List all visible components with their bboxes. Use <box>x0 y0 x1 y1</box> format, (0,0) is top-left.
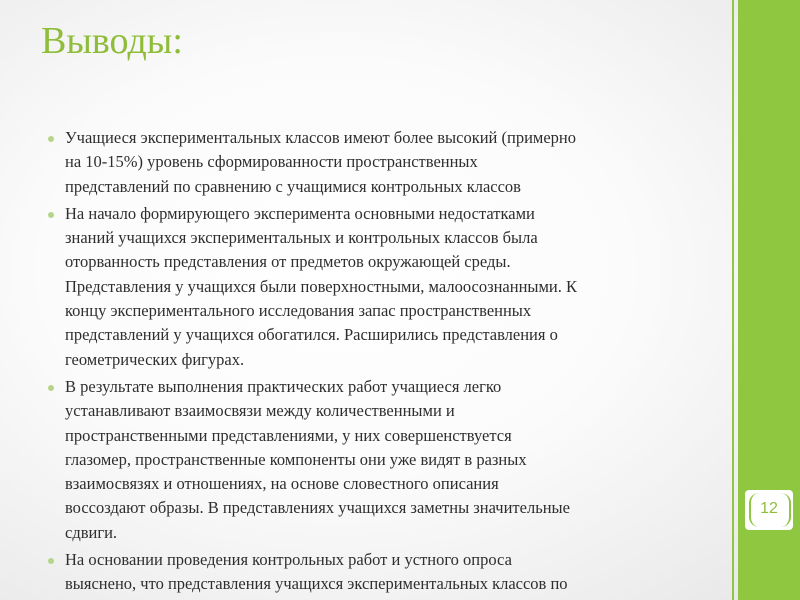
bullet-line: На начало формирующего эксперимента основными недостатками <box>65 203 535 223</box>
bullet-dot-icon <box>48 385 54 391</box>
bullet-line: на 10-15%) уровень сформированности пространственных <box>65 152 478 172</box>
bullet-line: пространственными представлениями, у них совершенствуется <box>65 425 512 445</box>
bullet-list <box>48 126 708 600</box>
bullet-line: взаимосвязях и отношениях, на основе словестного описания <box>65 474 499 494</box>
bullet-line: устанавливают взаимосвязи между количественными и <box>65 401 455 421</box>
bullet-line: воссоздают образы. В представлениях учащихся заметны значительные <box>65 498 570 518</box>
bullet-item-3 <box>48 375 708 545</box>
bullet-dot-icon <box>48 212 54 218</box>
bullet-line: выяснено, что представления учащихся экспериментальных классов по <box>65 574 568 594</box>
bullet-line: сдвиги. <box>65 522 118 542</box>
bullet-item-1 <box>48 126 708 199</box>
page-number: 12 <box>760 500 778 517</box>
bullet-line: оторванность представления от предметов окружающей среды. <box>65 252 511 272</box>
bullet-line: Представления у учащихся были поверхностными, малоосознанными. К <box>65 276 578 296</box>
bullet-dot-icon <box>48 558 54 564</box>
bullet-dot-icon <box>48 136 54 142</box>
side-accent-line <box>732 0 734 600</box>
bullet-line: геометрических фигурах. <box>65 349 245 369</box>
bullet-line: глазомер, пространственные компоненты они уже видят в разных <box>65 449 527 469</box>
bullet-line: представлений у учащихся обогатился. Расширились представления о <box>65 325 558 345</box>
slide-title: Выводы: <box>41 20 183 62</box>
bullet-line: В результате выполнения практических работ учащиеся легко <box>65 376 502 396</box>
bullet-line: На основании проведения контрольных работ и устного опроса <box>65 550 512 570</box>
bullet-line: знаний учащихся экспериментальных и контрольных классов была <box>65 228 538 248</box>
bullet-line: Учащиеся экспериментальных классов имеют более высокий (примерно <box>65 128 576 147</box>
bullet-item-2 <box>48 202 708 372</box>
bullet-line: представлений по сравнению с учащимися контрольных классов <box>65 176 521 196</box>
bullet-item-4 <box>48 548 708 597</box>
bullet-line: концу экспериментального исследования запас пространственных <box>65 301 532 321</box>
